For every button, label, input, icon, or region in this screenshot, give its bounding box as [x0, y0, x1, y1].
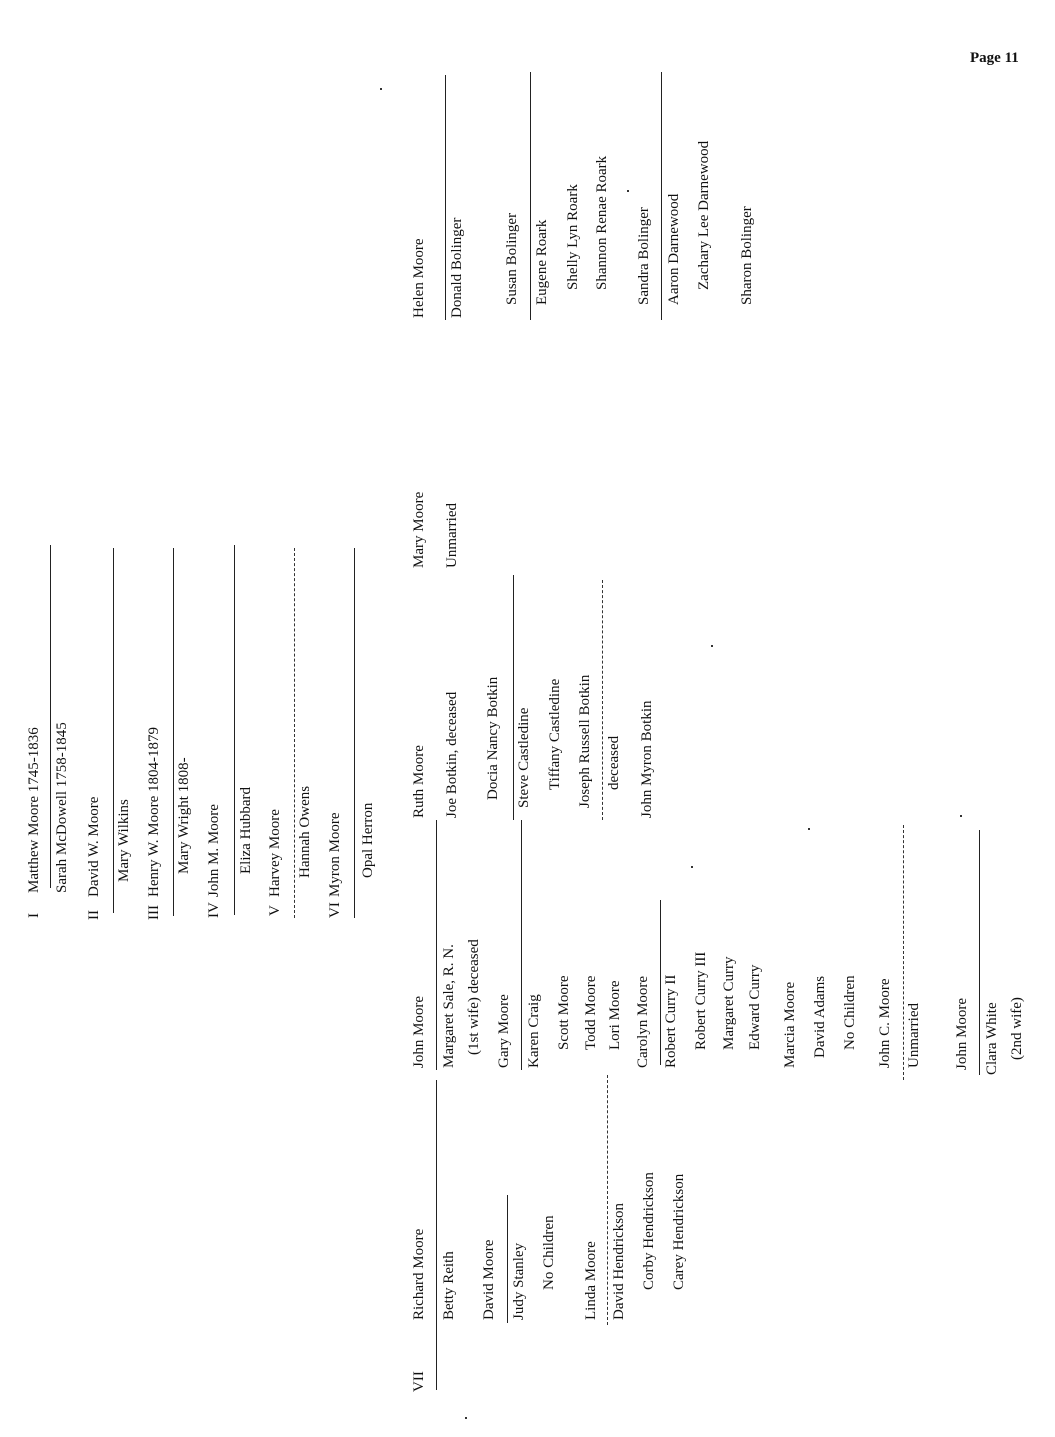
child-name: Gary Moore	[496, 994, 512, 1068]
marriage-line	[513, 575, 514, 820]
person-name: Helen Moore	[411, 238, 427, 318]
ancestor-spouse: Sarah McDowell 1758-1845	[54, 722, 70, 893]
marriage-line	[436, 1080, 437, 1390]
child-note: Unmarried	[906, 1003, 922, 1068]
marriage-line	[903, 825, 904, 1080]
ancestor-spouse: Opal Herron	[360, 802, 376, 878]
grandchild: Carey Hendrickson	[671, 1173, 687, 1290]
child-spouse: Steve Castledine	[516, 707, 532, 808]
child-spouse: Eugene Roark	[534, 219, 550, 305]
grandchild: Edward Curry	[747, 964, 763, 1050]
page-number: Page 11	[970, 50, 1019, 66]
child-name: Lori Moore	[607, 980, 623, 1050]
spouse-note: (1st wife) deceased	[466, 939, 482, 1055]
child-name: John Myron Botkin	[639, 700, 655, 818]
scan-speck	[808, 828, 810, 830]
child-name: David Moore	[481, 1239, 497, 1320]
child-name: Marcia Moore	[782, 981, 798, 1068]
marriage-line	[530, 72, 531, 320]
numeral-7: VII	[411, 1371, 427, 1392]
person-spouse: Joe Botkin, deceased	[444, 691, 460, 818]
person-spouse: Donald Bolinger	[449, 217, 465, 318]
person-spouse: Betty Reith	[441, 1251, 457, 1320]
child-spouse: David Adams	[812, 975, 828, 1058]
child-spouse: Karen Craig	[526, 994, 542, 1068]
scan-speck	[691, 866, 693, 868]
marriage-line	[354, 548, 355, 918]
ancestor-name: Harvey Moore	[267, 809, 283, 897]
marriage-line	[602, 580, 603, 820]
child-spouse: Judy Stanley	[511, 1242, 527, 1320]
ancestor-name: Myron Moore	[327, 812, 343, 897]
marriage-line	[436, 820, 437, 1070]
marriage-line	[445, 75, 446, 320]
child-note: No Children	[842, 975, 858, 1050]
child-name: Carolyn Moore	[635, 975, 651, 1068]
grandchild: Shelly Lyn Roark	[565, 184, 581, 290]
marriage-line	[661, 72, 662, 320]
marriage-line	[660, 900, 661, 1065]
ancestor-spouse: Mary Wright 1808-	[176, 757, 192, 874]
person-name: John Moore	[954, 997, 970, 1070]
child-note: deceased	[606, 735, 622, 790]
child-name: Sharon Bolinger	[739, 206, 755, 305]
person-spouse: Clara White	[984, 1002, 1000, 1075]
child-name: Sandra Bolinger	[636, 207, 652, 305]
child-spouse: David Hendrickson	[611, 1202, 627, 1320]
child-spouse: Robert Curry II	[663, 974, 679, 1068]
child-name: Joseph Russell Botkin	[577, 674, 593, 808]
ancestor-name: Matthew Moore 1745-1836	[26, 727, 42, 893]
grandchild: Tiffany Castledine	[547, 678, 563, 790]
numeral-5: V	[267, 905, 283, 916]
grandchild: Todd Moore	[583, 975, 599, 1050]
marriage-line	[113, 548, 114, 913]
scan-speck	[711, 645, 713, 647]
marriage-line	[294, 548, 295, 918]
marriage-line	[50, 545, 51, 888]
numeral-4: IV	[206, 902, 222, 918]
grandchild: Scott Moore	[556, 975, 572, 1050]
ancestor-spouse: Hannah Owens	[297, 785, 313, 878]
scan-speck	[627, 190, 629, 192]
child-name: Susan Bolinger	[504, 212, 520, 305]
grandchild: Zachary Lee Darnewood	[696, 140, 712, 290]
numeral-1: I	[26, 913, 42, 918]
numeral-6: VI	[327, 902, 343, 918]
person-name: Ruth Moore	[411, 745, 427, 818]
grandchild: Shannon Renae Roark	[594, 155, 610, 290]
scan-speck	[960, 815, 962, 817]
person-name: Richard Moore	[411, 1228, 427, 1320]
scan-speck	[380, 88, 382, 90]
person-spouse: Margaret Sale, R. N.	[441, 944, 457, 1068]
marriage-line	[507, 1195, 508, 1323]
marriage-line	[234, 545, 235, 915]
grandchild: Robert Curry III	[693, 951, 709, 1050]
ancestor-name: John M. Moore	[206, 804, 222, 897]
child-name: Docia Nancy Botkin	[485, 676, 501, 800]
marriage-line	[979, 830, 980, 1075]
child-note: No Children	[541, 1215, 557, 1290]
child-name: Linda Moore	[583, 1241, 599, 1320]
numeral-2: II	[86, 910, 102, 920]
child-spouse: Aaron Darnewood	[666, 193, 682, 305]
marriage-line	[521, 820, 522, 1070]
spouse-note: (2nd wife)	[1009, 997, 1025, 1060]
person-name: John Moore	[411, 995, 427, 1068]
ancestor-name: Henry W. Moore 1804-1879	[146, 727, 162, 897]
child-name: John C. Moore	[877, 978, 893, 1068]
scan-speck	[465, 1417, 467, 1419]
marriage-line	[173, 548, 174, 916]
ancestor-name: David W. Moore	[86, 796, 102, 897]
person-name: Mary Moore	[411, 491, 427, 568]
grandchild: Margaret Curry	[721, 956, 737, 1050]
grandchild: Corby Hendrickson	[641, 1172, 657, 1290]
marriage-line	[607, 1075, 608, 1325]
numeral-3: III	[146, 905, 162, 920]
ancestor-spouse: Eliza Hubbard	[238, 786, 254, 874]
person-note: Unmarried	[444, 503, 460, 568]
ancestor-spouse: Mary Wilkins	[116, 799, 132, 882]
